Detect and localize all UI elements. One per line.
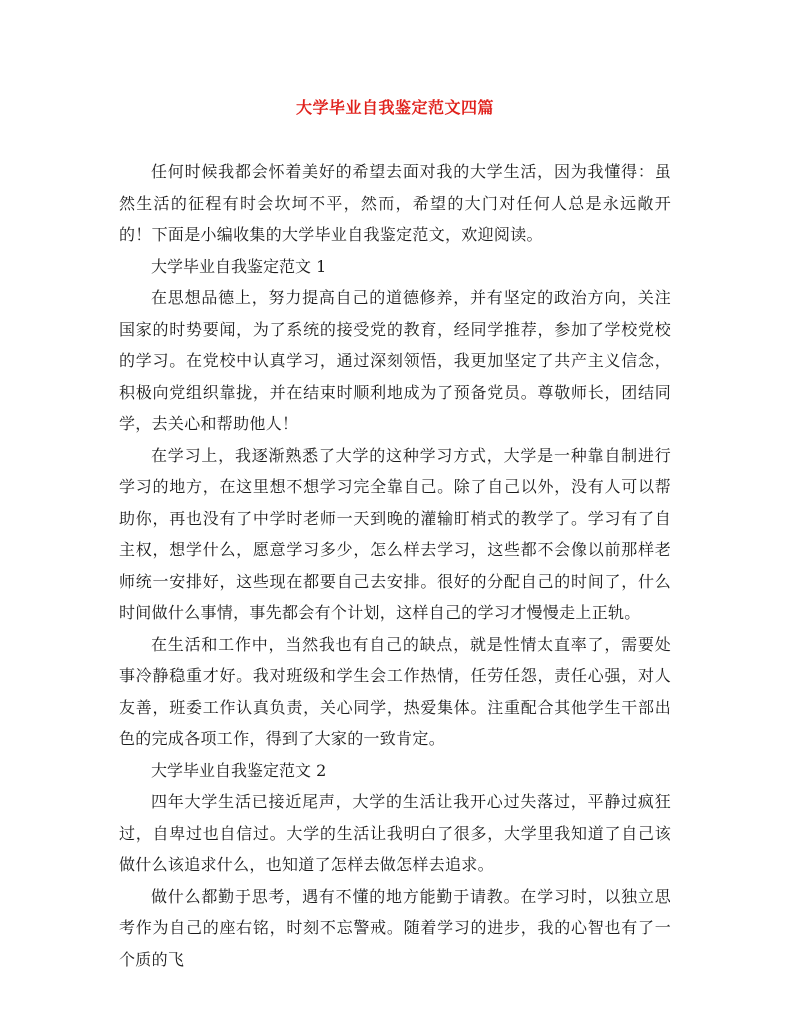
section-1-paragraph-2: 在学习上，我逐渐熟悉了大学的这种学习方式，大学是一种靠自制进行学习的地方，在这里想不想学习完全靠自己。除了自己以外，没有人可以帮助你，再也没有了中学时老师一天到晚的灌输盯梢式的教学了。学习有了自主权，想学什么，愿意学习多少，怎么样去学习，这些都不会像以前那样老师统一安排好，这些现在都要自己去安排。很好的分配自己的时间了，什么时间做什么事情，事先都会有个计划，这样自己的学习才慢慢走上正轨。 [119,445,671,622]
document-title: 大学毕业自我鉴定范文四篇 [295,98,494,117]
intro-paragraph: 任何时候我都会怀着美好的希望去面对我的大学生活，因为我懂得：虽然生活的征程有时会坎坷不平，然而，希望的大门对任何人总是永远敞开的！下面是小编收集的大学毕业自我鉴定范文，欢迎阅读。 [119,162,671,244]
section-heading-2: 大学毕业自我鉴定范文 2 [151,760,327,780]
section-2-paragraph-2: 做什么都勤于思考，遇有不懂的地方能勤于请教。在学习时，以独立思考作为自己的座右铭，时刻不忘警戒。随着学习的进步，我的心智也有了一个质的飞 [119,886,671,969]
section-heading-1: 大学毕业自我鉴定范文 1 [151,256,327,276]
section-2-paragraph-1: 四年大学生活已接近尾声，大学的生活让我开心过失落过，平静过疯狂过，自卑过也自信过。大学的生活让我明白了很多，大学里我知道了自己该做什么该追求什么，也知道了怎样去做怎样去追求。 [119,792,671,874]
section-1-paragraph-1: 在思想品德上，努力提高自己的道德修养，并有坚定的政治方向，关注国家的时势要闻，为了系统的接受党的教育，经同学推荐，参加了学校党校的学习。在党校中认真学习，通过深刻领悟，我更加坚定了共产主义信念，积极向党组织靠拢，并在结束时顺利地成为了预备党员。尊敬师长，团结同学，去关心和帮助他人！ [119,288,671,433]
document-page [119,96,671,975]
section-1-paragraph-3: 在生活和工作中，当然我也有自己的缺点，就是性情太直率了，需要处事冷静稳重才好。我对班级和学生会工作热情，任劳任怨，责任心强，对人友善，班委工作认真负责，关心同学，热爱集体。注重配合其他学生干部出色的完成各项工作，得到了大家的一致肯定。 [119,634,671,748]
